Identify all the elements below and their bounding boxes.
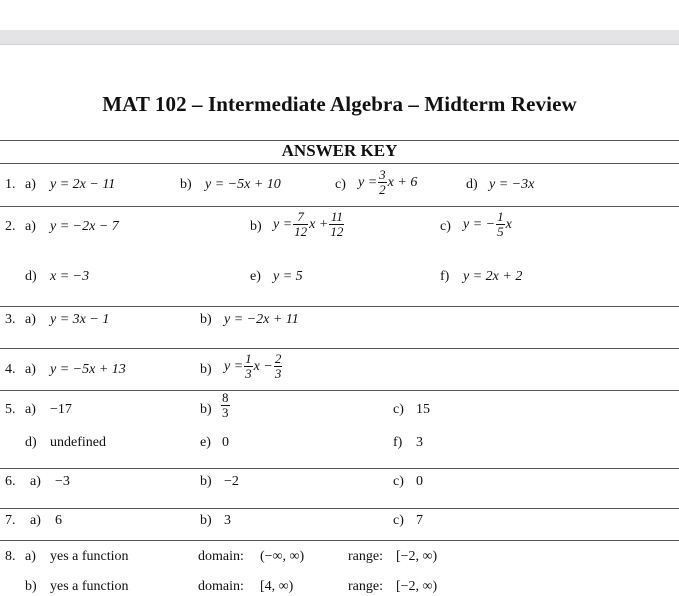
domain-value: (−∞, ∞)	[260, 549, 305, 564]
answer-value: 3	[416, 435, 423, 450]
answer-label: d)	[25, 435, 37, 450]
answer-label: a)	[30, 474, 41, 489]
range-value: [−2, ∞)	[396, 549, 438, 564]
question-number: 2.	[5, 219, 16, 234]
answer-label: d)	[466, 177, 478, 192]
answer-value: y = −3x	[489, 177, 535, 192]
range-label: range:	[348, 549, 383, 564]
answer-label: a)	[25, 219, 36, 234]
answer-value	[220, 391, 231, 420]
fraction: $\frac{11}{12}$	[330, 209, 344, 239]
answer-label: b)	[250, 219, 262, 234]
answer-value: y = −5x + 10	[205, 177, 281, 192]
answer-label: f)	[440, 269, 450, 284]
answer-value: y = $\frac{3}{2}$ x + 6	[358, 167, 418, 197]
domain-label: domain:	[198, 579, 244, 594]
answer-label: b)	[200, 362, 212, 377]
answer-value: y = 3x − 1	[50, 312, 110, 327]
answer-label: a)	[25, 177, 36, 192]
range-label: range:	[348, 579, 383, 594]
divider	[0, 390, 679, 391]
answer-value: y = −5x + 13	[50, 362, 126, 377]
divider	[0, 348, 679, 349]
fraction: $\frac{1}{5}$	[497, 209, 504, 239]
answer-value: y = −2x − 7	[50, 219, 119, 234]
answer-label: b)	[180, 177, 192, 192]
answer-label: a)	[25, 312, 36, 327]
answer-label: a)	[25, 549, 36, 564]
answer-value: y = $\frac{7}{12}$ x + $\frac{11}{12}$	[273, 209, 344, 239]
answer-label: b)	[200, 312, 212, 327]
viewer-toolbar-strip	[0, 30, 679, 45]
answer-value: 3	[224, 513, 231, 528]
divider	[0, 206, 679, 207]
answer-value: y = − $\frac{1}{5}$ x	[463, 209, 512, 239]
question-number: 5.	[5, 402, 16, 417]
answer-value: y = $\frac{1}{3}$ x − $\frac{2}{3}$	[224, 351, 282, 381]
answer-value: −3	[55, 474, 70, 489]
answer-label: b)	[200, 402, 212, 417]
viewer-top-bar	[0, 0, 679, 30]
answer-value: y = 5	[273, 269, 303, 284]
answer-label: b)	[200, 513, 212, 528]
answer-value: yes a function	[50, 579, 129, 594]
answer-value: 7	[416, 513, 423, 528]
answer-label: c)	[440, 219, 451, 234]
fraction: $\frac{7}{12}$	[294, 209, 308, 239]
answer-value: y = −2x + 11	[224, 312, 299, 327]
answer-label: c)	[393, 402, 404, 417]
divider	[0, 468, 679, 469]
answer-label: a)	[30, 513, 41, 528]
question-number: 1.	[5, 177, 16, 192]
question-number: 3.	[5, 312, 16, 327]
answer-label: d)	[25, 269, 37, 284]
divider	[0, 163, 679, 164]
answer-label: b)	[200, 474, 212, 489]
question-number: 4.	[5, 362, 16, 377]
fraction: $\frac{8}{3}$	[222, 390, 229, 420]
domain-value: [4, ∞)	[260, 579, 294, 594]
fraction: $\frac{2}{3}$	[274, 351, 282, 381]
answer-key-heading: ANSWER KEY	[281, 141, 398, 160]
answer-value: undefined	[50, 435, 106, 450]
answer-value: 0	[222, 435, 229, 450]
domain-label: domain:	[198, 549, 244, 564]
answer-label: b)	[25, 579, 37, 594]
question-number: 7.	[5, 513, 16, 528]
question-number: 6.	[5, 474, 16, 489]
answer-label: c)	[393, 474, 404, 489]
question-number: 8.	[5, 549, 16, 564]
fraction: $\frac{1}{3}$	[245, 351, 252, 381]
answer-label: e)	[250, 269, 261, 284]
range-value: [−2, ∞)	[396, 579, 438, 594]
answer-label: a)	[25, 402, 36, 417]
answer-value: x = −3	[50, 269, 90, 284]
answer-value: 15	[416, 402, 430, 417]
answer-label: e)	[200, 435, 211, 450]
answer-value: y = 2x + 2	[463, 269, 523, 284]
answer-label: f)	[393, 435, 403, 450]
answer-label: a)	[25, 362, 36, 377]
divider	[0, 508, 679, 509]
answer-value: y = 2x − 11	[50, 177, 116, 192]
answer-value: 0	[416, 474, 423, 489]
answer-value: yes a function	[50, 549, 129, 564]
divider	[0, 540, 679, 541]
document-title: MAT 102 – Intermediate Algebra – Midterm Review	[102, 92, 577, 116]
divider	[0, 306, 679, 307]
answer-value: 6	[55, 513, 62, 528]
answer-value: −17	[50, 402, 72, 417]
answer-value: −2	[224, 474, 239, 489]
answer-label: c)	[393, 513, 404, 528]
answer-label: c)	[335, 177, 346, 192]
fraction: $\frac{3}{2}$	[379, 167, 386, 197]
